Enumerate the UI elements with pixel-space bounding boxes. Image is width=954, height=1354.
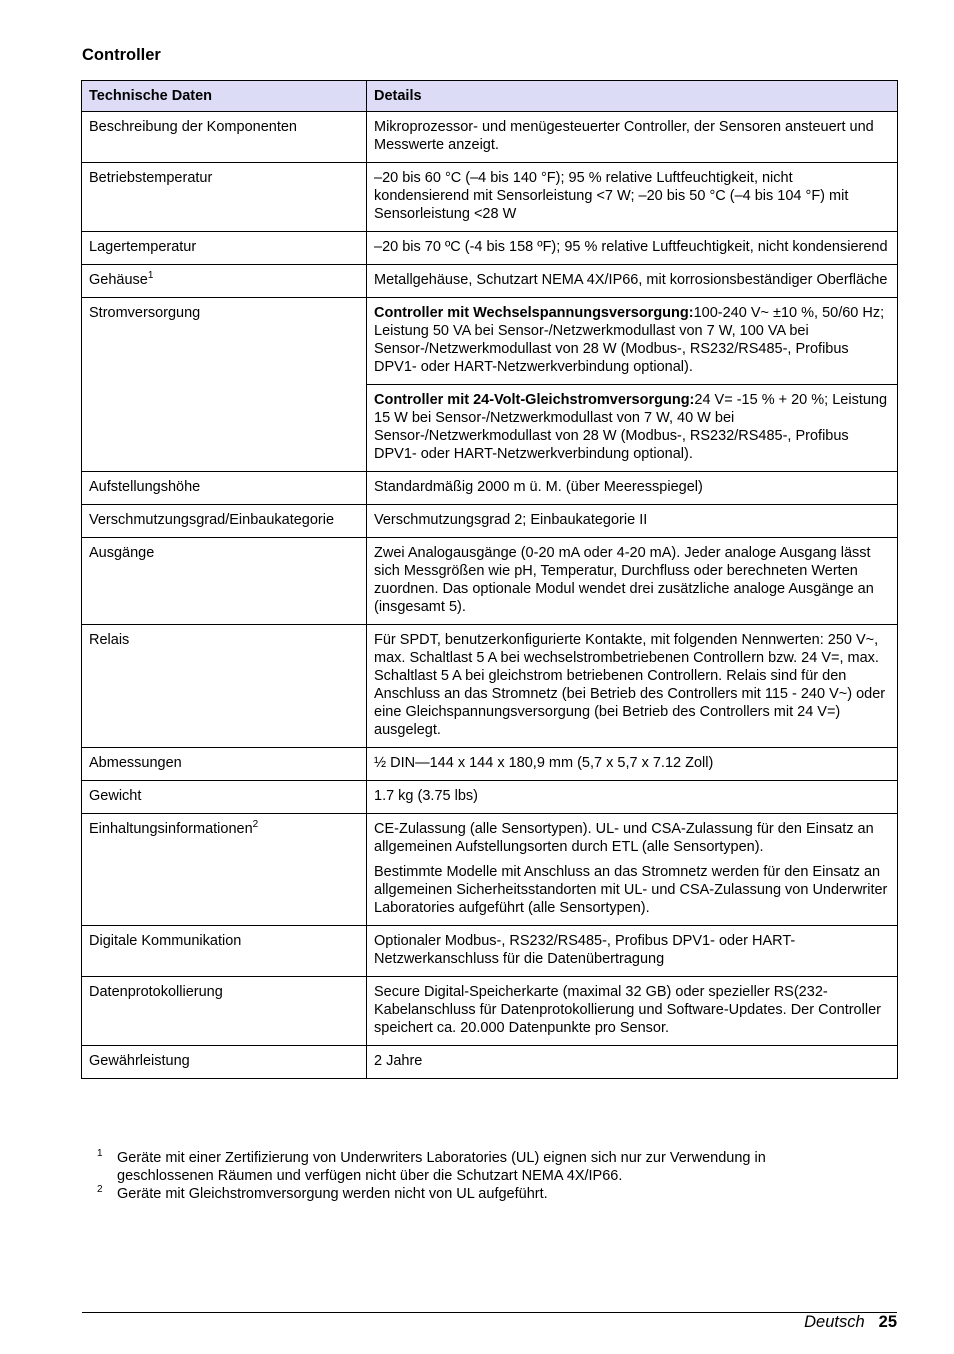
table-row — [82, 472, 898, 505]
row-detail: ½ DIN—144 x 144 x 180,9 mm (5,7 x 5,7 x 7.12 Zoll) — [367, 748, 898, 781]
page-number: 25 — [878, 1313, 897, 1331]
row-detail: –20 bis 70 ºC (-4 bis 158 ºF); 95 % relative Luftfeuchtigkeit, nicht kondensierend — [367, 232, 898, 265]
table-row — [82, 265, 898, 298]
row-label: Digitale Kommunikation — [82, 926, 367, 977]
column-header-details: Details — [367, 81, 898, 112]
row-detail: 2 Jahre — [367, 1046, 898, 1079]
row-label: Lagertemperatur — [82, 232, 367, 265]
table-row — [82, 977, 898, 1046]
row-detail: Mikroprozessor- und menügesteuerter Controller, der Sensoren ansteuert und Messwerte anzeigt. — [367, 112, 898, 163]
specifications-table — [81, 80, 898, 1079]
section-title: Controller — [82, 46, 161, 64]
row-detail: Secure Digital-Speicherkarte (maximal 32 GB) oder spezieller RS(232-Kabelanschluss für Datenprotokollierung und Software-Updates. Der Controller speichert ca. 20.000 Datenpunkte pro Sensor. — [367, 977, 898, 1046]
row-detail: Zwei Analogausgänge (0-20 mA oder 4-20 mA). Jeder analoge Ausgang lässt sich Messgrößen wie pH, Temperatur, Durchfluss oder berechneten Werten zuordnen. Das optionale Modul wendet drei zusätzliche analoge Ausgänge an (insgesamt 5). — [367, 538, 898, 625]
footnote-text: Geräte mit Gleichstromversorgung werden nicht von UL aufgeführt. — [117, 1186, 548, 1202]
row-label: Stromversorgung — [82, 298, 367, 472]
row-label — [82, 814, 367, 926]
table-row — [82, 1046, 898, 1079]
row-label: Verschmutzungsgrad/Einbaukategorie — [82, 505, 367, 538]
detail-bold-lead: Controller mit Wechselspannungsversorgung: — [374, 305, 694, 321]
table-row — [82, 781, 898, 814]
row-label: Datenprotokollierung — [82, 977, 367, 1046]
footer-language: Deutsch — [804, 1313, 865, 1331]
row-detail: Für SPDT, benutzerkonfigurierte Kontakte, mit folgenden Nennwerten: 250 V~, max. Schaltlast 5 A bei wechselstrombetriebenen Controllern bzw. 24 V=, max. Schaltlast 5 A bei gleichstrom betriebenen Controllern. Relais sind für den Anschluss an das Stromnetz (bei Betrieb des Controllers mit 115 - 240 V~) oder eine Gleichspannungsversorgung (bei Betrieb des Controllers mit 24 V=) ausgelegt. — [367, 625, 898, 748]
row-label: Relais — [82, 625, 367, 748]
row-detail: Optionaler Modbus-, RS232/RS485-, Profibus DPV1- oder HART-Netzwerkanschluss für die Datenübertragung — [367, 926, 898, 977]
row-detail: 1.7 kg (3.75 lbs) — [367, 781, 898, 814]
footnotes — [97, 1149, 857, 1203]
row-detail-dc — [367, 385, 898, 472]
row-detail: Standardmäßig 2000 m ü. M. (über Meeresspiegel) — [367, 472, 898, 505]
table-row — [82, 538, 898, 625]
table-header-row — [82, 81, 898, 112]
row-label: Ausgänge — [82, 538, 367, 625]
footnote — [97, 1185, 857, 1203]
row-detail: Verschmutzungsgrad 2; Einbaukategorie II — [367, 505, 898, 538]
table-row — [82, 625, 898, 748]
footnote-number: 2 — [97, 1184, 103, 1195]
detail-text: 100-240 V~ ±10 %, 50/60 Hz; Leistung 50 VA bei Sensor-/Netzwerkmodullast von 7 W, 100 VA bei Sensor-/Netzwerkmodullast von 28 W (Modbus-, RS232/RS485-, Profibus DPV1- oder HART-Netzwerkverbindung optional). — [374, 305, 885, 375]
footer-divider — [82, 1312, 897, 1313]
row-detail: Metallgehäuse, Schutzart NEMA 4X/IP66, mit korrosionsbeständiger Oberfläche — [367, 265, 898, 298]
row-label: Gewährleistung — [82, 1046, 367, 1079]
page-footer — [804, 1313, 897, 1332]
footnote — [97, 1149, 857, 1185]
row-label — [82, 265, 367, 298]
footnote-marker: 2 — [252, 819, 259, 831]
row-detail-ac — [367, 298, 898, 385]
row-label: Gewicht — [82, 781, 367, 814]
footnote-text: Geräte mit einer Zertifizierung von Underwriters Laboratories (UL) eignen sich nur zur Verwendung in geschlossenen Räumen und verfügen nicht über die Schutzart NEMA 4X/IP66. — [117, 1150, 766, 1184]
column-header-technical-data: Technische Daten — [82, 81, 367, 112]
row-label: Betriebstemperatur — [82, 163, 367, 232]
row-label: Abmessungen — [82, 748, 367, 781]
table-row — [82, 112, 898, 163]
detail-bold-lead: Controller mit 24-Volt-Gleichstromversorgung: — [374, 392, 695, 408]
row-detail: –20 bis 60 °C (–4 bis 140 °F); 95 % relative Luftfeuchtigkeit, nicht kondensierend mit Sensorleistung <7 W; –20 bis 50 °C (–4 bis 104 °F) mit Sensorleistung <28 W — [367, 163, 898, 232]
table-row — [82, 163, 898, 232]
table-row — [82, 298, 898, 385]
table-row — [82, 505, 898, 538]
row-label-text: Gehäuse — [89, 272, 148, 288]
table-row — [82, 926, 898, 977]
table-row — [82, 814, 898, 926]
detail-paragraph: Bestimmte Modelle mit Anschluss an das Stromnetz werden für den Einsatz an allgemeinen Sicherheitsstandorten mit UL- und CSA-Zulassung von Underwriter Laboratories aufgeführt (alle Sensortypen). — [374, 864, 888, 916]
detail-text: 24 V= -15 % + 20 %; Leistung 15 W bei Sensor-/Netzwerkmodullast von 7 W, 40 W bei Sensor-/Netzwerkmodullast von 28 W (Modbus-, RS232/RS485-, Profibus DPV1- oder HART-Netzwerkverbindung optional). — [374, 392, 888, 462]
footnote-marker: 1 — [147, 270, 154, 282]
footnote-number: 1 — [97, 1148, 103, 1159]
row-label: Beschreibung der Komponenten — [82, 112, 367, 163]
row-label-text: Einhaltungsinformationen — [89, 821, 253, 837]
detail-paragraph: CE-Zulassung (alle Sensortypen). UL- und CSA-Zulassung für den Einsatz an allgemeinen Aufstellungsorten durch ETL (alle Sensortypen). — [374, 821, 874, 855]
row-detail — [367, 814, 898, 926]
table-row — [82, 232, 898, 265]
row-label: Aufstellungshöhe — [82, 472, 367, 505]
table-row — [82, 748, 898, 781]
